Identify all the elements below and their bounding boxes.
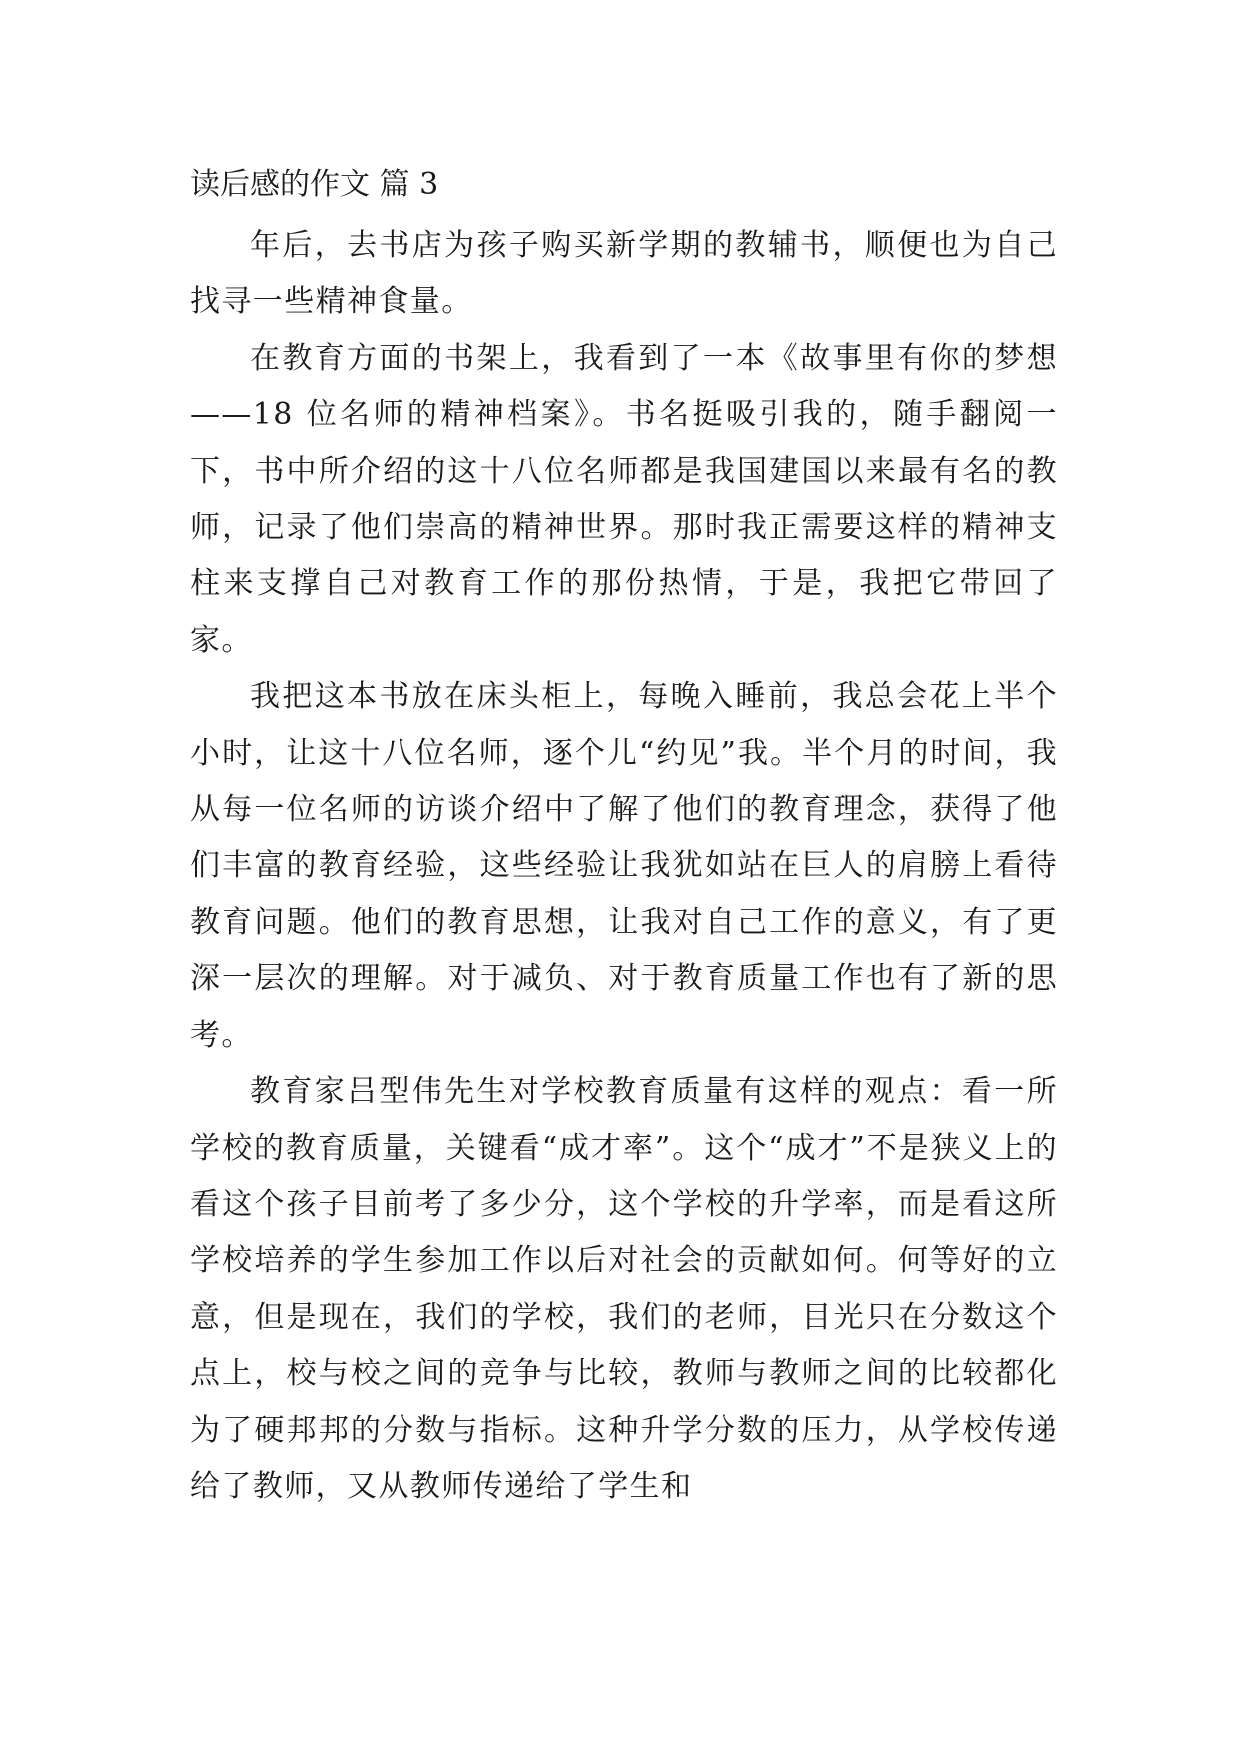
paragraph-1: 年后，去书店为孩子购买新学期的教辅书，顺便也为自己找寻一些精神食量。 — [190, 228, 1058, 320]
essay-title: 读后感的作文 篇 3 — [190, 167, 439, 202]
paragraph-3: 我把这本书放在床头柜上，每晚入睡前，我总会花上半个小时，让这十八位名师，逐个儿“约见”我。半个月的时间，我从每一位名师的访谈介绍中了解了他们的教育理念，获得了他们丰富的教育经验，这些经验让我犹如站在巨人的肩膀上看待教育问题。他们的教育思想，让我对自己工作的意义，有了更深一层次的理解。对于减负、对于教育质量工作也有了新的思考。 — [190, 679, 1058, 1053]
paragraph-4: 教育家吕型伟先生对学校教育质量有这样的观点：看一所学校的教育质量，关键看“成才率”。这个“成才”不是狭义上的看这个孩子目前考了多少分，这个学校的升学率，而是看这所学校培养的学生参加工作以后对社会的贡献如何。何等好的立意，但是现在，我们的学校，我们的老师，目光只在分数这个点上，校与校之间的竞争与比较，教师与教师之间的比较都化为了硬邦邦的分数与指标。这种升学分数的压力，从学校传递给了教师，又从教师传递给了学生和 — [190, 1074, 1058, 1504]
essay-body — [190, 218, 1058, 1515]
paragraph-2: 在教育方面的书架上，我看到了一本《故事里有你的梦想——18 位名师的精神档案》。书名挺吸引我的，随手翻阅一下，书中所介绍的这十八位名师都是我国建国以来最有名的教师，记录了他们崇高的精神世界。那时我正需要这样的精神支柱来支撑自己对教育工作的那份热情，于是，我把它带回了家。 — [190, 340, 1058, 658]
